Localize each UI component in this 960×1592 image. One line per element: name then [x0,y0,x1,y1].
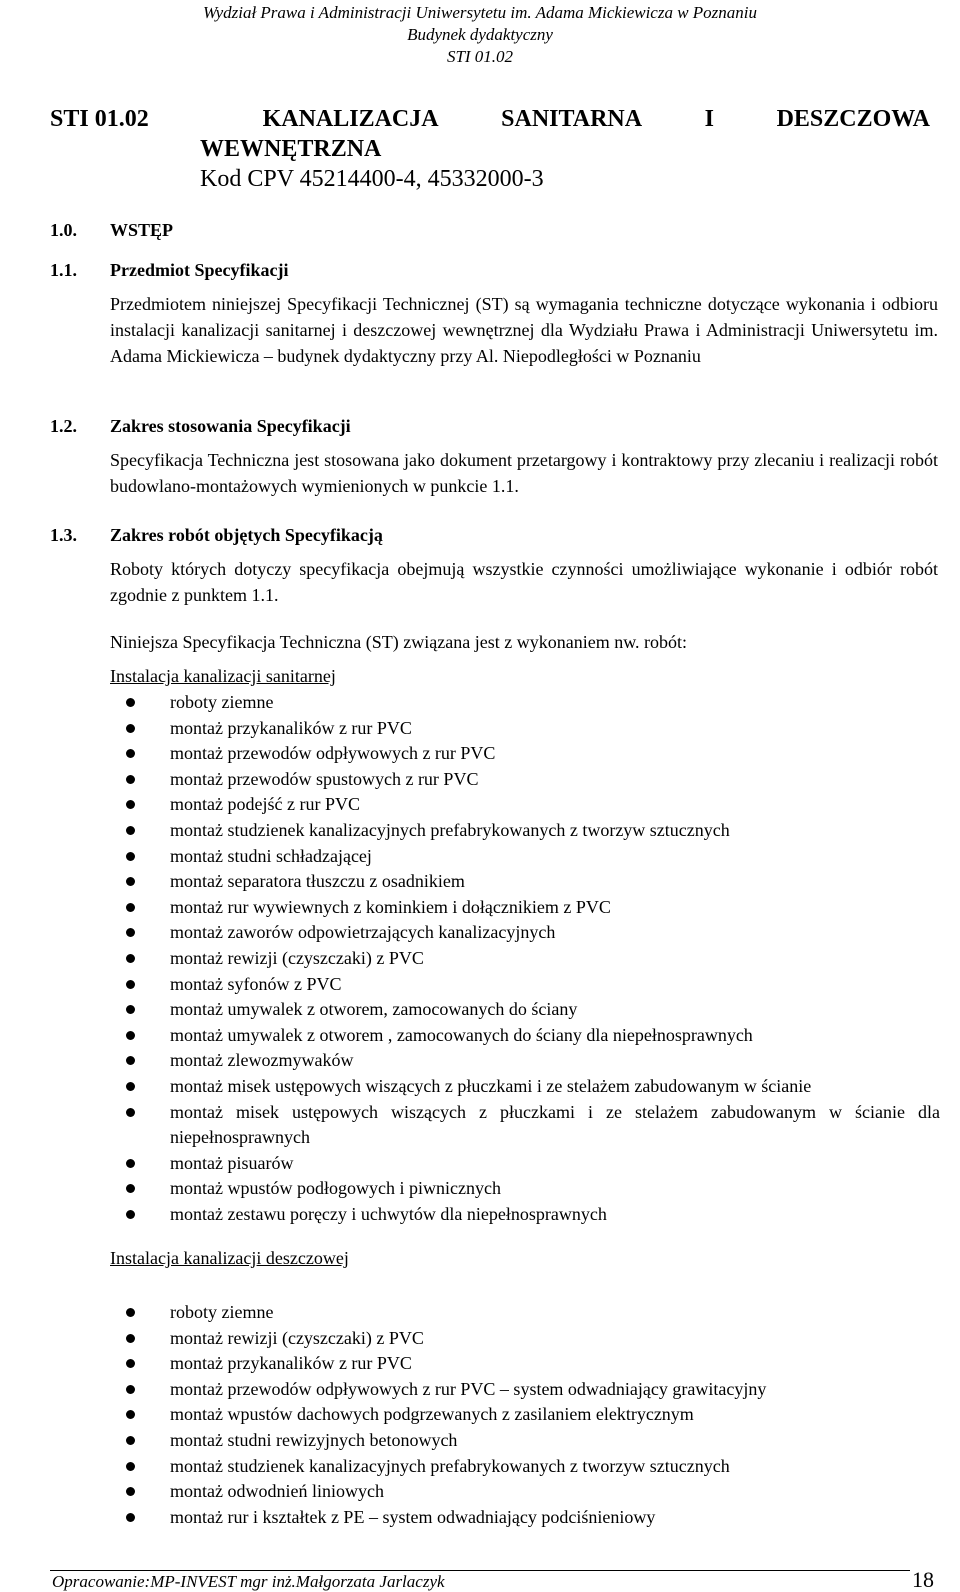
list-item-text: montaż wpustów dachowych podgrzewanych z zasilaniem elektrycznym [170,1404,694,1425]
list-item [110,1100,940,1151]
list-item-text: montaż zlewozmywaków [170,1050,354,1071]
list-item [110,1402,940,1428]
list-item [110,792,940,818]
rain-works-list [110,1300,940,1530]
list-item-text: montaż studzienek kanalizacyjnych prefabrykowanych z tworzyw sztucznych [170,819,730,840]
title-line-2: WEWNĘTRZNA [200,136,382,162]
list-item-text: montaż umywalek z otworem , zamocowanych do ściany dla niepełnosprawnych [170,1024,753,1045]
list-item-text: montaż rur wywiewnych z kominkiem i dołącznikiem z PVC [170,896,611,917]
section-1-3-text-2: Niniejsza Specyfikacja Techniczna (ST) związana jest z wykonaniem nw. robót: [110,632,688,652]
list-item [110,690,940,716]
list-item [110,844,940,870]
list-item [110,1048,940,1074]
title-word-3: I [704,106,714,132]
section-heading-1-0 [50,218,173,242]
list-item-text: montaż podejść z rur PVC [170,794,360,815]
section-1-3-text: Roboty których dotyczy specyfikacja obejmują wszystkie czynności umożliwiające wykonanie i odbiór robót zgodnie z punktem 1.1. [110,559,938,605]
bullet-icon [126,877,135,886]
list-item [110,1023,940,1049]
list-item [110,1202,940,1228]
list-item-text: montaż przykanalików z rur PVC [170,1353,412,1374]
running-header [0,2,960,68]
list-item-text: montaż studzienek kanalizacyjnych prefabrykowanych z tworzyw sztucznych [170,1455,730,1476]
list-item-text: roboty ziemne [170,692,274,712]
section-title: Zakres stosowania Specyfikacji [110,416,351,436]
list-item-text: roboty ziemne [170,1302,274,1322]
section-number: 1.1. [50,260,77,280]
bullet-icon [126,1159,135,1168]
bullet-icon [126,1487,135,1496]
bullet-icon [126,749,135,758]
list-item [110,716,940,742]
bullet-icon [126,852,135,861]
section-number: 1.3. [50,525,77,545]
footer-divider [50,1570,910,1571]
list-item [110,895,940,921]
list-item [110,767,940,793]
bullet-icon [126,1056,135,1065]
list-item-text: montaż syfonów z PVC [170,973,342,994]
list-item-text: montaż pisuarów [170,1152,294,1173]
list-item-text: montaż studni schładzającej [170,845,372,866]
rain-list-title: Instalacja kanalizacji deszczowej [110,1248,349,1268]
title-word-4: DESZCZOWA [776,106,930,132]
bullet-icon [126,928,135,937]
list-item-text: montaż wpustów podłogowych i piwnicznych [170,1178,501,1199]
bullet-icon [126,1436,135,1445]
bullet-icon [126,903,135,912]
list-item [110,920,940,946]
bullet-icon [126,1184,135,1193]
list-item [110,972,940,998]
title-code: STI 01.02 [50,106,149,132]
bullet-icon [126,1031,135,1040]
list-item [110,1176,940,1202]
bullet-icon [126,980,135,989]
bullet-icon [126,826,135,835]
list-item [110,1377,940,1403]
bullet-icon [126,1005,135,1014]
sanitary-works-list [110,690,940,1227]
list-item-text: montaż przykanalików z rur PVC [170,717,412,738]
section-heading-1-3 [50,523,383,547]
list-item-text: montaż odwodnień liniowych [170,1481,384,1502]
list-item-text: montaż rur i kształtek z PE – system odwadniający podciśnieniowy [170,1506,656,1527]
bullet-icon [126,1410,135,1419]
section-number: 1.2. [50,416,77,436]
bullet-icon [126,954,135,963]
list-item-text: montaż misek ustępowych wiszących z płuczkami i ze stelażem zabudowanym w ścianie dla niepełnosprawnych [170,1101,940,1148]
list-item [110,869,940,895]
bullet-icon [126,1308,135,1317]
bullet-icon [126,724,135,733]
list-item [110,1505,940,1531]
bullet-icon [126,1082,135,1091]
header-line-3: STI 01.02 [446,47,514,66]
document-title [50,104,930,194]
list-item [110,1074,940,1100]
list-item [110,1454,940,1480]
bullet-icon [126,1462,135,1471]
list-item [110,1151,940,1177]
list-item-text: montaż rewizji (czyszczaki) z PVC [170,947,424,968]
list-item-text: montaż zestawu poręczy i uchwytów dla niepełnosprawnych [170,1203,607,1224]
list-item [110,1479,940,1505]
section-title: Przedmiot Specyfikacji [110,260,289,280]
list-item [110,741,940,767]
page-number: 18 [912,1567,934,1592]
header-line-2: Budynek dydaktyczny [407,25,553,44]
list-item-text: montaż separatora tłuszczu z osadnikiem [170,871,465,892]
header-line-1: Wydział Prawa i Administracji Uniwersytetu im. Adama Mickiewicza w Poznaniu [202,3,758,22]
list-item-text: montaż studni rewizyjnych betonowych [170,1429,458,1450]
bullet-icon [126,800,135,809]
cpv-code: Kod CPV 45214400-4, 45332000-3 [200,166,544,192]
list-item [110,946,940,972]
bullet-icon [126,1210,135,1219]
bullet-icon [126,698,135,707]
section-heading-1-1 [50,258,288,282]
bullet-icon [126,1385,135,1394]
title-word-2: SANITARNA [501,106,643,132]
list-item-text: montaż rewizji (czyszczaki) z PVC [170,1327,424,1348]
section-number: 1.0. [50,220,77,240]
list-item [110,1351,940,1377]
list-item-text: montaż umywalek z otworem, zamocowanych do ściany [170,999,578,1020]
list-item [110,1428,940,1454]
list-item-text: montaż misek ustępowych wiszących z płuczkami i ze stelażem zabudowanym w ścianie [170,1075,812,1096]
list-item-text: montaż zaworów odpowietrzających kanalizacyjnych [170,922,556,943]
bullet-icon [126,1334,135,1343]
bullet-icon [126,1359,135,1368]
list-item-text: montaż przewodów odpływowych z rur PVC – system odwadniający grawitacyjny [170,1378,767,1399]
bullet-icon [126,1513,135,1522]
section-1-1-text: Przedmiotem niniejszej Specyfikacji Technicznej (ST) są wymagania techniczne dotyczące wykonania i odbioru instalacji kanalizacji sanitarnej i deszczowej wewnętrznej dla Wydziału Prawa i Administracji Uniwersytetu im. Adama Mickiewicza – budynek dydaktyczny przy Al. Niepodległości w Poznaniu [110,294,938,366]
title-word-1: KANALIZACJA [262,106,439,132]
list-item-text: montaż przewodów spustowych z rur PVC [170,768,479,789]
footer-author: Opracowanie:MP-INVEST mgr inż.Małgorzata Jarlaczyk [52,1572,445,1591]
list-item [110,818,940,844]
list-item-text: montaż przewodów odpływowych z rur PVC [170,743,496,764]
list-item [110,1326,940,1352]
section-title: WSTĘP [110,220,174,240]
section-title: Zakres robót objętych Specyfikacją [110,525,383,545]
bullet-icon [126,1108,135,1117]
section-heading-1-2 [50,414,351,438]
section-1-2-text: Specyfikacja Techniczna jest stosowana jako dokument przetargowy i kontraktowy przy zlecaniu i realizacji robót budowlano-montażowych wymienionych w punkcie 1.1. [110,450,938,496]
bullet-icon [126,775,135,784]
sanitary-list-title: Instalacja kanalizacji sanitarnej [110,666,336,686]
list-item [110,1300,940,1326]
list-item [110,997,940,1023]
